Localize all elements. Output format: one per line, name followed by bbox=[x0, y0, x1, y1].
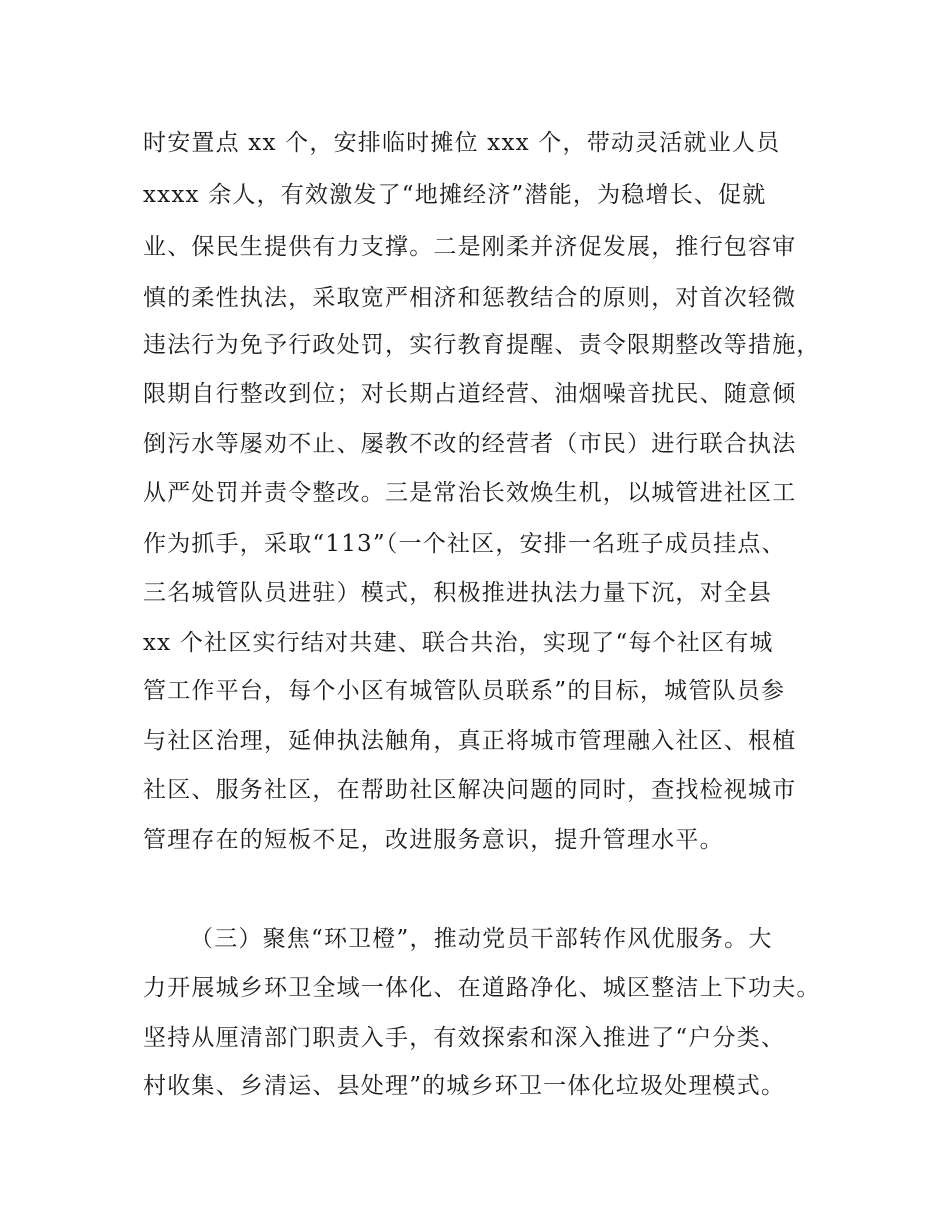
text-line: 坚持从厘清部门职责入手，有效探索和深入推进了“户分类、 bbox=[143, 1025, 786, 1051]
text-line: 慎的柔性执法，采取宽严相济和惩教结合的原则，对首次轻微 bbox=[143, 285, 797, 311]
text-line: xxxx 余人，有效激发了“地摊经济”潜能，为稳增长、促就 bbox=[143, 182, 767, 208]
text-line: 时安置点 xx 个，安排临时摊位 xxx 个，带动灵活就业人员 bbox=[143, 130, 781, 156]
text-line: 管工作平台，每个小区有城管队员联系”的目标，城管队员参 bbox=[143, 678, 786, 704]
text-line: 村收集、乡清运、县处理”的城乡环卫一体化垃圾处理模式。 bbox=[143, 1073, 786, 1099]
text-line: xx 个社区实行结对共建、联合共治，实现了“每个社区有城 bbox=[143, 630, 774, 656]
text-line: 业、保民生提供有力支撑。二是刚柔并济促发展，推行包容审 bbox=[143, 234, 797, 260]
text-line: 限期自行整改到位；对长期占道经营、油烟噪音扰民、随意倾 bbox=[143, 381, 797, 407]
text-line: 违法行为免予行政处罚，实行教育提醒、责令限期整改等措施， bbox=[143, 332, 821, 358]
text-line: 力开展城乡环卫全域一体化、在道路净化、城区整洁上下功夫。 bbox=[143, 975, 821, 1001]
text-line: 三名城管队员进驻）模式，积极推进执法力量下沉，对全县 bbox=[143, 580, 773, 606]
text-line: 与社区治理，延伸执法触角，真正将城市管理融入社区、根植 bbox=[143, 728, 797, 754]
text-line: 社区、服务社区，在帮助社区解决问题的同时，查找检视城市 bbox=[143, 777, 797, 803]
section-heading-line: （三）聚焦“环卫橙”，推动党员干部转作风优服务。大 bbox=[190, 926, 773, 952]
text-line: 从严处罚并责令整改。三是常治长效焕生机，以城管进社区工 bbox=[143, 480, 797, 506]
text-line: 倒污水等屡劝不止、屡教不改的经营者（市民）进行联合执法 bbox=[143, 431, 797, 457]
text-line: 管理存在的短板不足，改进服务意识，提升管理水平。 bbox=[143, 827, 724, 853]
text-line: 作为抓手，采取“113”（一个社区，安排一名班子成员挂点、 bbox=[143, 531, 786, 557]
